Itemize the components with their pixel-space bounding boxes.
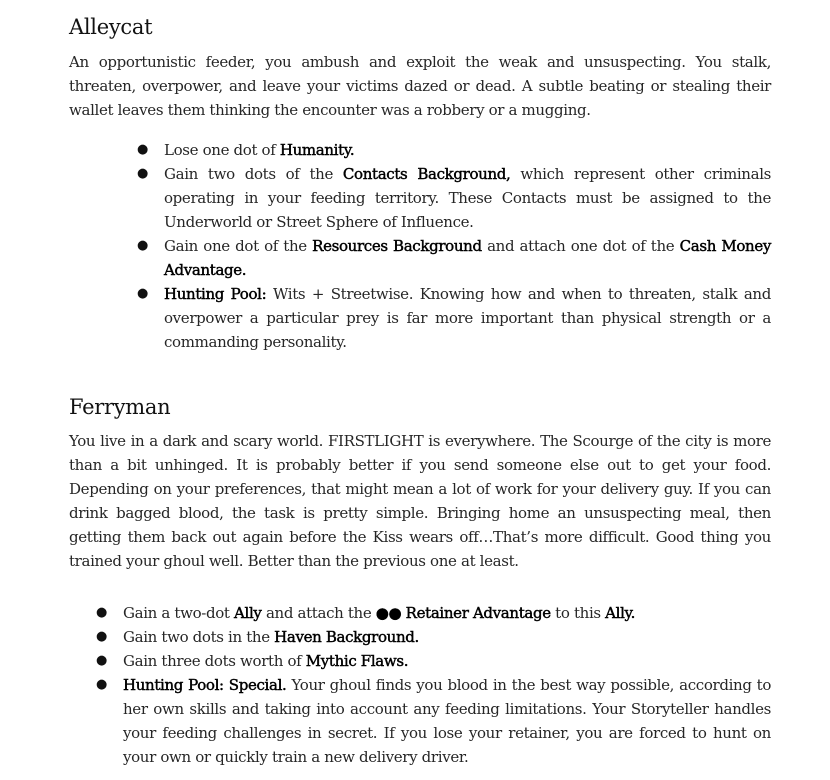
- list-item: ● Lose one dot of Humanity.: [164, 138, 771, 162]
- section-title-alleycat: Alleycat: [69, 15, 153, 39]
- bold-term: Cash Money Advantage.: [164, 237, 771, 279]
- bold-term: Resources Background: [312, 237, 482, 255]
- bullet-icon: ●: [137, 142, 148, 157]
- bold-term: ●● Retainer Advantage: [375, 604, 551, 622]
- list-item: ● Gain three dots worth of Mythic Flaws.: [123, 649, 771, 673]
- bullet-icon: ●: [96, 653, 107, 668]
- bold-term: Humanity.: [279, 141, 355, 159]
- section-title-ferryman: Ferryman: [69, 395, 171, 419]
- list-item: ● Hunting Pool: Wits + Streetwise. Knowing how and when to threaten, stalk and overpower a particular prey is far more important than physical strength or a commanding personality.: [164, 282, 771, 354]
- bold-term: Haven Background.: [274, 628, 419, 646]
- bullet-icon: ●: [137, 166, 148, 181]
- bold-term: Hunting Pool: Special.: [123, 676, 287, 694]
- list-item: ● Gain one dot of the Resources Background and attach one dot of the Cash Money Advantage.: [164, 234, 771, 282]
- bullet-icon: ●: [96, 677, 107, 692]
- list-item: ● Gain a two-dot Ally and attach the ●● Retainer Advantage to this Ally.: [123, 601, 771, 625]
- bold-term: Contacts Background,: [342, 165, 511, 183]
- alleycat-bullet-list: [137, 138, 771, 354]
- ferryman-intro-paragraph: You live in a dark and scary world. FIRSTLIGHT is everywhere. The Scourge of the city is more than a bit unhinged. It is probably better if you send someone else out to get your food. Depending on your preferences, that might mean a lot of work for your delivery guy. If you can drink bagged blood, the task is pretty simple. Bringing home an unsuspecting meal, then getting them back out again before the Kiss wears off…That’s more difficult. Good thing you trained your ghoul well. Better than the previous one at least.: [69, 432, 771, 570]
- bold-term: Mythic Flaws.: [305, 652, 409, 670]
- bullet-icon: ●: [137, 238, 148, 253]
- alleycat-intro-paragraph: An opportunistic feeder, you ambush and exploit the weak and unsuspecting. You stalk, threaten, overpower, and leave your victims dazed or dead. A subtle beating or stealing their wallet leaves them thinking the encounter was a robbery or a mugging.: [69, 53, 771, 119]
- bold-term: Ally.: [605, 604, 636, 622]
- bold-term: Hunting Pool:: [164, 285, 267, 303]
- list-item: ● Gain two dots of the Contacts Background, which represent other criminals operating in your feeding territory. These Contacts must be assigned to the Underworld or Street Sphere of Influence.: [164, 162, 771, 234]
- bold-term: Ally: [234, 604, 262, 622]
- bullet-icon: ●: [137, 286, 148, 301]
- bullet-icon: ●: [96, 629, 107, 644]
- ferryman-bullet-list: [96, 601, 772, 769]
- list-item: ● Gain two dots in the Haven Background.: [123, 625, 771, 649]
- list-item: ● Hunting Pool: Special. Your ghoul finds you blood in the best way possible, according to her own skills and taking into account any feeding limitations. Your Storyteller handles your feeding challenges in secret. If you lose your retainer, you are forced to hunt on your own or quickly train a new delivery driver.: [123, 673, 771, 769]
- bullet-icon: ●: [96, 605, 107, 620]
